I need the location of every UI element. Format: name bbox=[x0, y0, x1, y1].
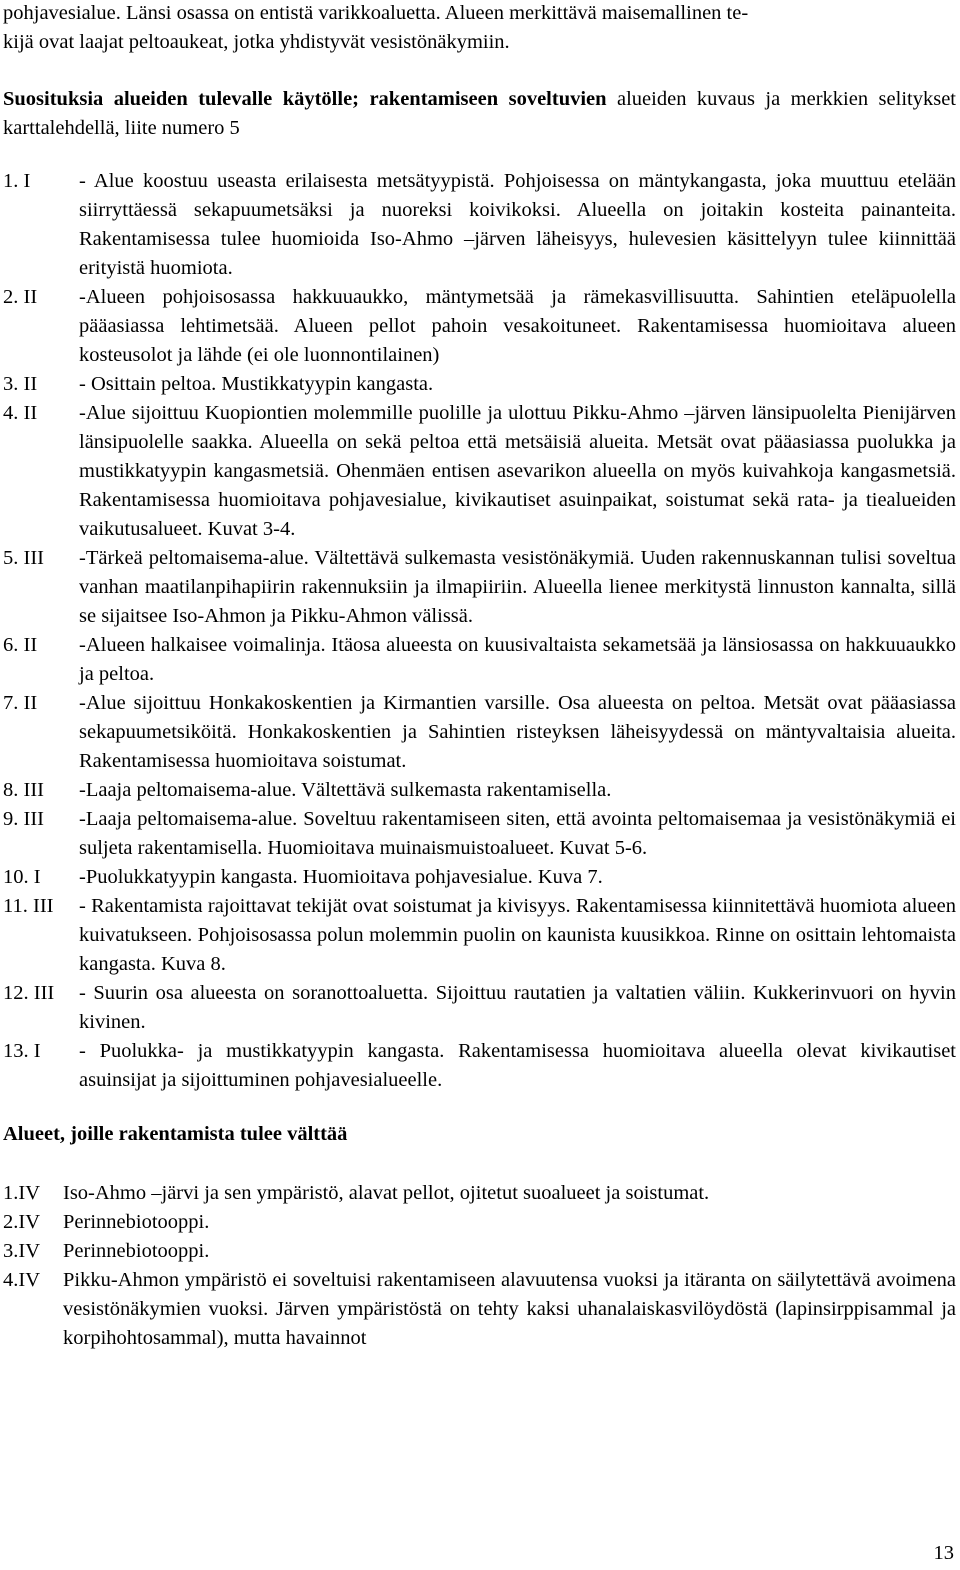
item-text: -Tärkeä peltomaisema-alue. Vältettävä sulkemasta vesistönäkymiä. Uuden rakennuskannan tulisi soveltua vanhan maatilanpihapiirin rakennuksiin ja ilmapiiriin. Alueella lienee merkitystä linnuston kannalta, sillä se sijaitsee Iso-Ahmon ja Pikku-Ahmon välissä. bbox=[79, 547, 956, 627]
item-label: 12. III bbox=[3, 982, 55, 1004]
item-text: - Rakentamista rajoittavat tekijät ovat soistumat ja kivisyys. Rakentamisessa kiinnitettävä huomiota alueen kuivatukseen. Pohjoisosassa polun molemmin puolin on kaunista kuusikkoa. Rinne on osittain lehtomaista kangasta. Kuva 8. bbox=[79, 895, 956, 975]
item-text: -Alueen halkaisee voimalinja. Itäosa alueesta on kuusivaltaista sekametsää ja länsiosassa on hakkuuaukko ja peltoa. bbox=[79, 634, 956, 685]
item-label: 4. II bbox=[3, 402, 38, 424]
item-text: - Puolukka- ja mustikkatyypin kangasta. Rakentamisessa huomioitava alueella olevat kivikautiset asuinsijat ja sijoittuminen pohjavesialueelle. bbox=[79, 1040, 956, 1091]
item-label: 3. II bbox=[3, 373, 38, 395]
section1-heading-rest: alueiden kuvaus ja merkkien selitykset karttalehdellä, liite numero 5 bbox=[3, 88, 956, 139]
list-item bbox=[3, 1237, 956, 1266]
intro-paragraph bbox=[3, 0, 956, 57]
list-item bbox=[3, 631, 956, 689]
list-item bbox=[3, 544, 956, 631]
item-label: 1.IV bbox=[3, 1182, 41, 1204]
list-item bbox=[3, 1208, 956, 1237]
item-label: 8. III bbox=[3, 779, 44, 801]
item-text: Perinnebiotooppi. bbox=[63, 1240, 210, 1262]
document-page bbox=[3, 0, 956, 1353]
intro-line-2: kijä ovat laajat peltoaukeat, jotka yhdistyvät vesistönäkymiin. bbox=[3, 31, 510, 53]
section1-heading bbox=[3, 85, 956, 143]
list-item bbox=[3, 776, 956, 805]
intro-line-1: pohjavesialue. Länsi osassa on entistä varikkoaluetta. Alueen merkittävä maisemallinen te- bbox=[3, 2, 749, 24]
item-label: 3.IV bbox=[3, 1240, 41, 1262]
item-text: -Alue sijoittuu Kuopiontien molemmille puolille ja ulottuu Pikku-Ahmo –järven länsipuolelta Pienijärven länsipuolelle saakka. Alueella on sekä peltoa että metsäisiä alueita. Metsät ovat pääasiassa puolukka ja mustikkatyypin kangasmetsiä. Ohenmäen entisen asevarikon alueella on myös kuivahkoja kangasmetsiä. Rakentamisessa huomioitava pohjavesialue, kivikautiset asuinpaikat, soistumat sekä rata- ja tiealueiden vaikutusalueet. Kuvat 3-4. bbox=[79, 402, 956, 540]
section2-heading: Alueet, joille rakentamista tulee välttää bbox=[3, 1123, 348, 1145]
list-item bbox=[3, 979, 956, 1037]
item-label: 5. III bbox=[3, 547, 44, 569]
item-label: 2. II bbox=[3, 286, 38, 308]
item-text: Perinnebiotooppi. bbox=[63, 1211, 210, 1233]
list-item bbox=[3, 283, 956, 370]
item-text: -Laaja peltomaisema-alue. Soveltuu rakentamiseen siten, että avointa peltomaisemaa ja vesistönäkymiä ei suljeta rakentamisella. Huomioitava muinaismuistoalueet. Kuvat 5-6. bbox=[79, 808, 956, 859]
list-item bbox=[3, 863, 956, 892]
item-text: -Alueen pohjoisosassa hakkuuaukko, mäntymetsää ja rämekasvillisuutta. Sahintien eteläpuolella pääasiassa lehtimetsää. Alueen pellot pahoin vesakoituneet. Rakentamisessa huomioitava alueen kosteusolot ja lähde (ei ole luonnontilainen) bbox=[79, 286, 956, 366]
avoid-areas-list bbox=[3, 1179, 956, 1353]
item-text: - Osittain peltoa. Mustikkatyypin kangasta. bbox=[79, 373, 434, 395]
list-item bbox=[3, 1266, 956, 1353]
list-item bbox=[3, 399, 956, 544]
page-number: 13 bbox=[933, 1542, 954, 1564]
item-label: 11. III bbox=[3, 895, 54, 917]
suitable-areas-list bbox=[3, 167, 956, 1095]
list-item bbox=[3, 370, 956, 399]
item-text: -Puolukkatyypin kangasta. Huomioitava pohjavesialue. Kuva 7. bbox=[79, 866, 603, 888]
list-item bbox=[3, 805, 956, 863]
item-label: 6. II bbox=[3, 634, 38, 656]
item-text: - Suurin osa alueesta on soranottoaluetta. Sijoittuu rautatien ja valtatien väliin. Kukkerinvuori on hyvin kivinen. bbox=[79, 982, 956, 1033]
item-label: 10. I bbox=[3, 866, 41, 888]
item-text: Iso-Ahmo –järvi ja sen ympäristö, alavat pellot, ojitetut suoalueet ja soistumat. bbox=[63, 1182, 710, 1204]
item-label: 1. I bbox=[3, 170, 31, 192]
item-label: 2.IV bbox=[3, 1211, 41, 1233]
item-text: - Alue koostuu useasta erilaisesta metsätyypistä. Pohjoisessa on mäntykangasta, joka muuttuu etelään siirryttäessä sekapuumetsäksi ja nuoreksi koivikoksi. Alueella on joitakin kosteita painanteita. Rakentamisessa tulee huomioida Iso-Ahmo –järven läheisyys, hulevesien käsittelyyn tulee kiinnittää erityistä huomiota. bbox=[79, 170, 956, 279]
list-item bbox=[3, 1037, 956, 1095]
item-text: -Alue sijoittuu Honkakoskentien ja Kirmantien varsille. Osa alueesta on peltoa. Metsät ovat pääasiassa sekapuumetsiköitä. Honkakoskentien ja Sahintien risteyksen läheisyydessä on mäntyvaltaisia alueita. Rakentamisessa huomioitava soistumat. bbox=[79, 692, 956, 772]
list-item bbox=[3, 689, 956, 776]
list-item bbox=[3, 1179, 956, 1208]
item-text: -Laaja peltomaisema-alue. Vältettävä sulkemasta rakentamisella. bbox=[79, 779, 612, 801]
list-item bbox=[3, 167, 956, 283]
item-label: 13. I bbox=[3, 1040, 41, 1062]
item-text: Pikku-Ahmon ympäristö ei soveltuisi rakentamiseen alavuutensa vuoksi ja itäranta on säilytettävä avoimena vesistönäkymien vuoksi. Järven ympäristöstä on tehty kaksi uhanalaiskasvilöydöstä (lapinsirppisammal ja korpihohtosammal), mutta havainnot bbox=[63, 1269, 956, 1349]
list-item bbox=[3, 892, 956, 979]
item-label: 9. III bbox=[3, 808, 44, 830]
item-label: 4.IV bbox=[3, 1269, 41, 1291]
item-label: 7. II bbox=[3, 692, 38, 714]
section1-heading-bold: Suosituksia alueiden tulevalle käytölle; rakentamiseen soveltuvien bbox=[3, 88, 607, 110]
